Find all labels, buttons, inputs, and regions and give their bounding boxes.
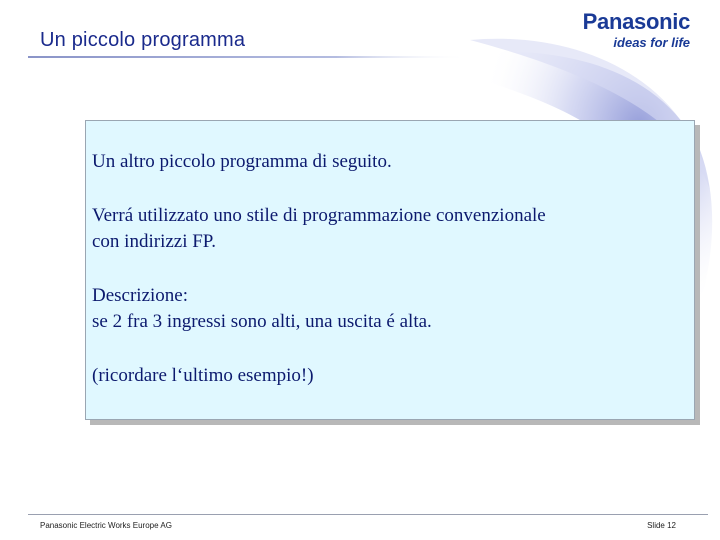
paragraph-style-line2: con indirizzi FP. bbox=[92, 231, 217, 252]
paragraph-description-text: se 2 fra 3 ingressi sono alti, una uscita é alta. bbox=[92, 311, 432, 332]
paragraph-intro: Un altro piccolo programma di seguito. bbox=[92, 151, 392, 172]
paragraph-style-line1: Verrá utilizzato uno stile di programmazione convenzionale bbox=[92, 205, 546, 226]
content-text bbox=[92, 149, 682, 389]
paragraph-reminder: (ricordare l‘ultimo esempio!) bbox=[92, 365, 314, 386]
paragraph-description-label: Descrizione: bbox=[92, 285, 189, 306]
page-title: Un piccolo programma bbox=[40, 29, 246, 51]
brand-name: Panasonic bbox=[582, 9, 690, 34]
brand-tagline: ideas for life bbox=[613, 35, 690, 50]
footer-divider bbox=[28, 514, 708, 515]
content-box bbox=[85, 120, 695, 420]
footer-company: Panasonic Electric Works Europe AG bbox=[40, 521, 172, 530]
brand-logo bbox=[583, 10, 690, 51]
slide-number: Slide 12 bbox=[647, 521, 676, 530]
